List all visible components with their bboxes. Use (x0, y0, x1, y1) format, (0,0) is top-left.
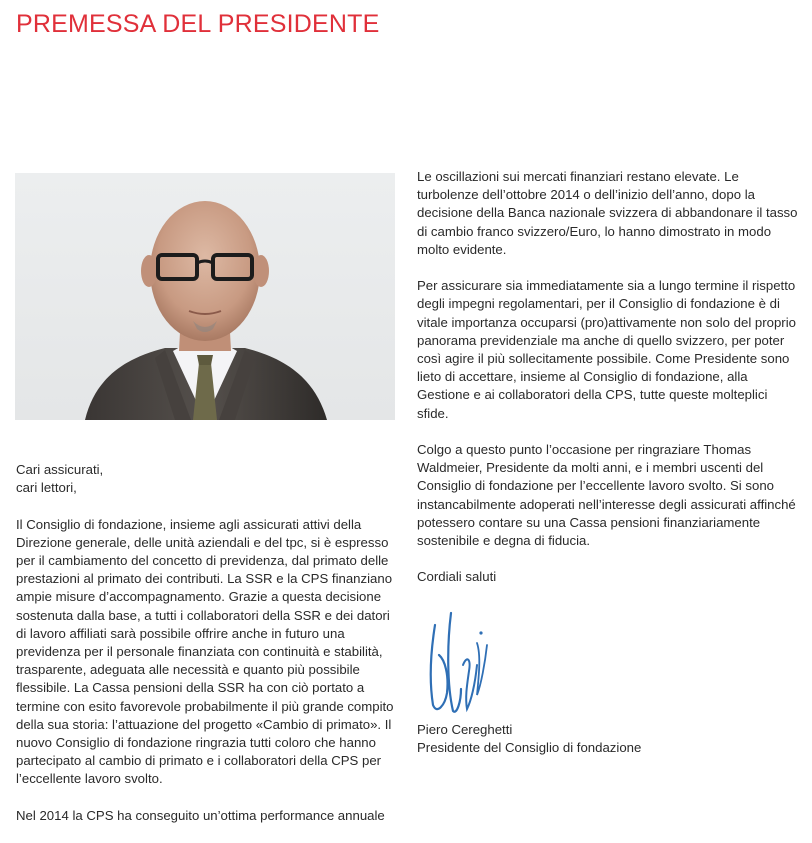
left-text-column (16, 461, 398, 843)
right-paragraph-3: Colgo a questo punto l’occasione per ringraziare Thomas Waldmeier, Presidente da molti anni, e i membri uscenti del Consiglio di fondazione per l’eccellente lavoro svolto. Si sono instancabilmente adoperati nell’interesse degli assicurati affinché potessero contare su una Cassa pensioni finanziariamente sostenibile e degna di fiducia. (417, 442, 796, 549)
signer-name: Piero Cereghetti (417, 721, 513, 737)
right-paragraph-1: Le oscillazioni sui mercati finanziari restano elevate. Le turbolenze dell’ottobre 2014 o dell’inizio dell’anno, dopo la decisione della Banca nazionale svizzera di abbandonare il tasso di cambio franco svizzero/Euro, lo hanno dimostrato in modo molto evidente. (417, 169, 798, 257)
right-text-column (417, 168, 800, 757)
signature-drawing (417, 605, 507, 717)
greeting (16, 461, 398, 497)
handwritten-signature (417, 605, 800, 717)
left-paragraph-1: Il Consiglio di fondazione, insieme agli assicurati attivi della Direzione generale, delle unità aziendali e del tpc, si è espresso per il cambiamento del concetto di previdenza, dal primato delle prestazioni al primato dei contributi. La SSR e la CPS finanziano ampie misure d’accompagnamento. Grazie a questa decisione sostenuta dalla base, a tutti i collaboratori della SSR e dei datori di lavoro affiliati sarà possibile offrire anche in futuro una previdenza per il personale finanziata con continuità e stabilità, trasparente, adeguata alle necessità e quanto più possibile flessibile. La Cassa pensioni della SSR ha con ciò portato a termine con esito favorevole probabilmente il più grande compito della sua storia: l’attuazione del progetto «Cambio di primato». Il nuovo Consiglio di fondazione ringrazia tutti coloro che hanno partecipato al cambio di primato e i collaboratori della CPS per l’eccellente lavoro svolto. (16, 516, 394, 787)
signer-role: Presidente del Consiglio di fondazione (417, 740, 642, 756)
signature-block (417, 721, 800, 757)
president-portrait-photo (15, 173, 395, 420)
portrait-illustration (15, 173, 395, 420)
greeting-line-2: cari lettori, (16, 480, 77, 496)
page-title: PREMESSA DEL PRESIDENTE (16, 10, 380, 38)
left-paragraph-2: Nel 2014 la CPS ha conseguito un’ottima performance annuale (16, 807, 385, 823)
right-paragraph-2: Per assicurare sia immediatamente sia a lungo termine il rispetto degli impegni regolamentari, per il Consiglio di fondazione è di vitale importanza occuparsi (pro)attivamente non solo del proprio panorama previdenziale ma anche di quello svizzero, per poter così agire il più sollecitamente possibile. Come Presidente sono lieto di accettare, insieme al Consiglio di fondazione, alla Gestione e ai collaboratori della CPS, tutte queste molteplici sfide. (417, 278, 796, 421)
greeting-line-1: Cari assicurati, (16, 462, 104, 477)
closing-salutation: Cordiali saluti (417, 569, 497, 585)
